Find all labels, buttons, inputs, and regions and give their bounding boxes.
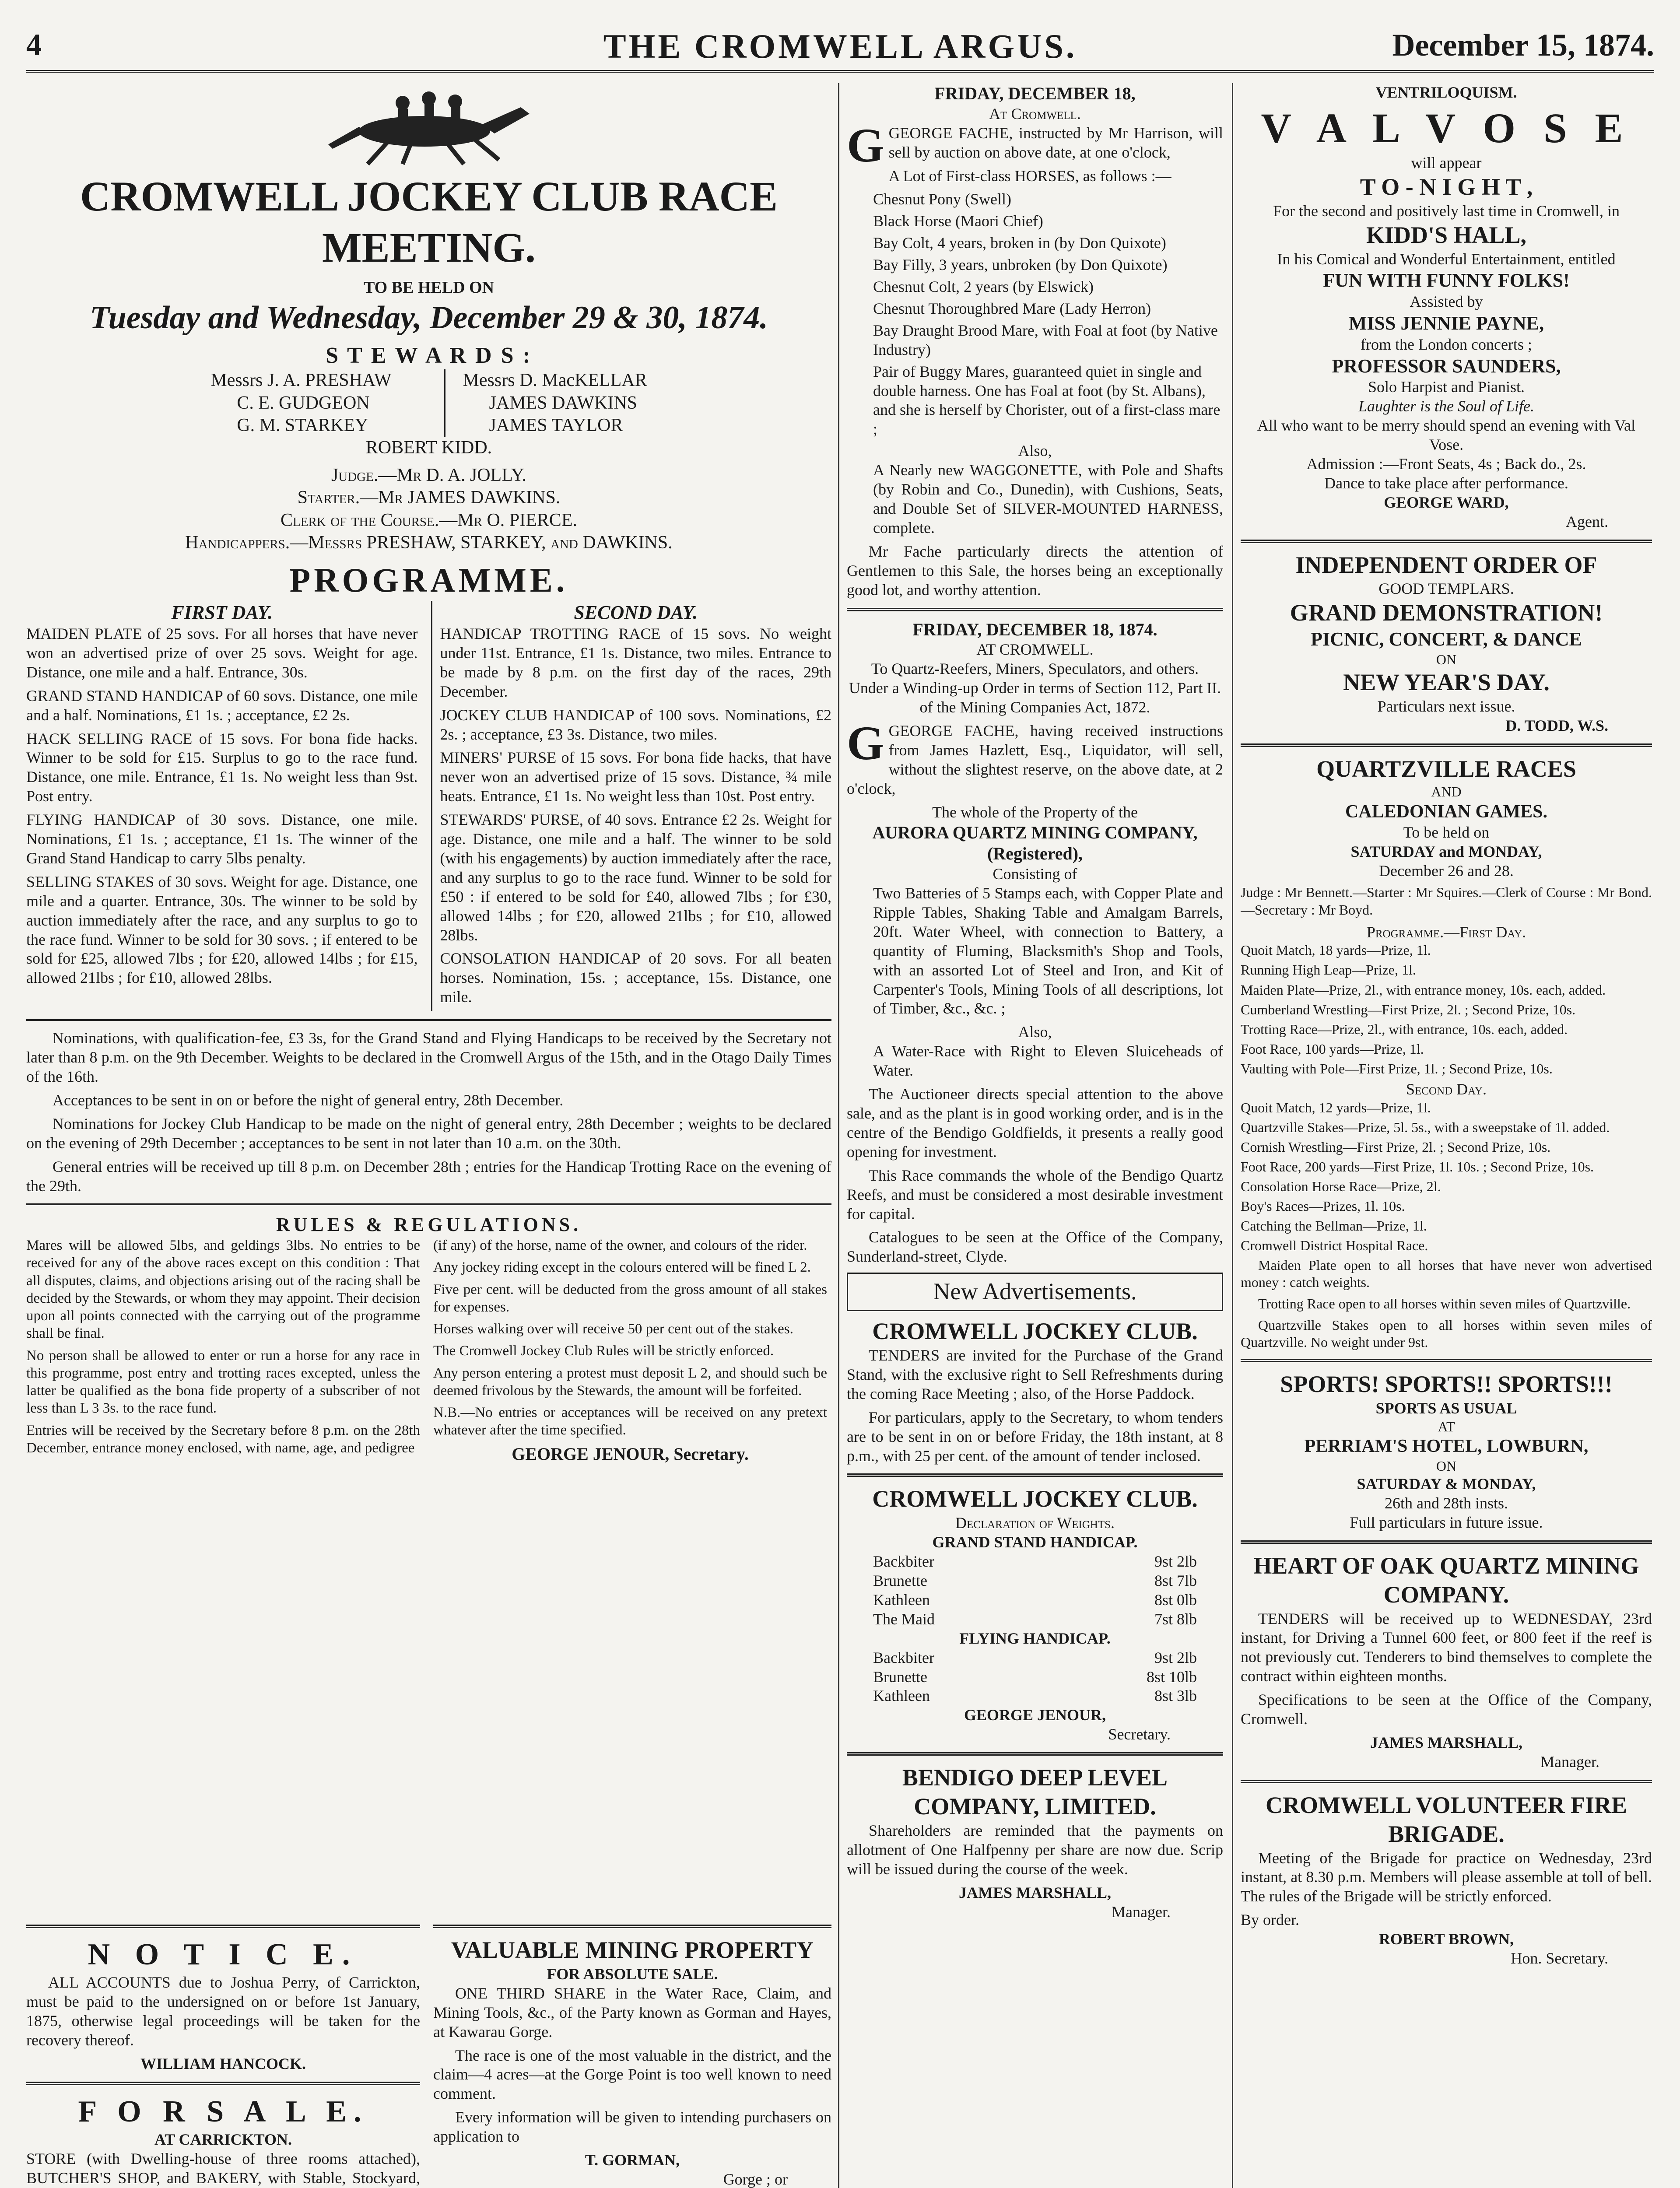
sale-body: GEORGE FACHE, having received instructions from James Hazlett, Esq., Liquidator, will sell, without the slightest reserve, on the above date, at 2 o'clock, [847,722,1223,797]
sale-date: FRIDAY, DECEMBER 18, [934,84,1136,103]
first-day-events [1241,942,1652,1077]
list-item: Cumberland Wrestling—First Prize, 2l. ; Second Prize, 10s. [1241,1001,1576,1017]
steward: JAMES TAYLOR [489,415,623,435]
plant-items: Two Batteries of 5 Stamps each, with Copper Plate and Ripple Tables, Shaking Table and Amalgam Barrels, 20ft. Water Wheel, with connection to Battery, a quantity of Fluming, Blacksmith's Shop and Tools, with an assorted Lot of Steel and Iron, and Kit of Carpenter's Tools, Mining Tools of all descriptions, lot of Timber, &c., &c. ; [873,884,1223,1017]
column-3: FRIDAY, DECEMBER 18, At Cromwell. GGEORGE FACHE, instructed by Mr Harrison, will sell by auction on above date, at one o'clock, A Lot of First-class HORSES, as follows :— Chesnut Pony (Swell) Black Horse (Maori Chief) Bay Colt, 4 years, broken in (by Don Quixote) Bay Filly, 3 years, unbroken (by Don Quixote) Chesnut Colt, 2 years (by Elswick) Chesnut Thoroughbred Mare (Lady Herron) Bay Draught Brood Mare, with Foal at foot (by Native Industry) Pair of Buggy Mares, guaranteed quiet in single and double harness. One has Foal at foot (by St. Albans), and she is herself by Chorister, out of a first-class mare ; Also, A Nearly new WAGGONETTE, with Pole and Shafts (by Robin and Co., Dunedin), with Cushions, Seats, and Double Set of SILVER-MOUNTED HARNESS, complete. Mr Fache particularly directs the attention of Gentlemen to this Sale, the horses being an exceptionally good lot, and worthy attention. FRIDAY, DECEMBER 18, 1874. AT CROMWELL. To Quartz-Reefers, Miners, Speculators, and others. Under a Winding-up Order in terms of Section 112, Part II. of the Mining Companies Act, 1872. GGEORGE FACHE, having received instructions from James Hazlett, Esq., Liquidator, will sell, without the slightest reserve, on the above date, at 2 o'clock, The whole of the Property of the AURORA QUARTZ MINING COMPANY, (Registered), Consisting of Two Batteries of 5 Stamps each, with Copper Plate and Ripple Tables, Shaking Table and Amalgam Barrels, 20ft. Water Wheel, with connection to Battery, a quantity of Fluming, Blacksmith's Shop and Tools, with an assorted Lot of Steel and Iron, and Kit of Carpenter's Tools, Mining Tools of all descriptions, lot of Timber, &c., &c. ; Also, A Water-Race with Right to Eleven Sluiceheads of Water. The Auctioneer directs special attention to the above sale, and as the plant is in good working order, and is in the centre of the Bendigo Goldfields, it presents a really good opening for investment. This Race commands the whole of the Bendigo Quartz Reefs, and must be considered a most desirable investment for capital. Catalogues to be seen at the Office of the Company, Sunderland-street, Clyde. New Advertisements. CROMWELL JOCKEY CLUB. TENDERS are invited for the Purchase of the Grand Stand, with the exclusive right to Sell Refreshments during the coming Race Meeting ; also, of the Horse Paddock. For particulars, apply to the Secretary, to whom tenders are to be sent in on or before Friday, the 18th instant, at 8 p.m., with 25 per cent. of the amount of tender inclosed. CROMWELL JOCKEY CLUB. Declaration of Weights. GRAND STAND HANDICAP. Backbiter 9st 2lb Brunette 8st 7lb Kathleen 8st 0lb The Maid 7st 8lb FLYING HANDICAP. Backbiter 9st 2lb Brunette 8st 10lb Kathleen 8st 3lb GEORGE JENOUR, Secretary. BENDIGO DEEP LEVEL COMPANY, LIMITED. Shareholders are reminded that the payments on allotment of One Halfpenny per share are now due. Scrip will be issued during the course of the week. JAMES MARSHALL, Manager. [847,83,1223,2188]
mining-body: Every information will be given to intending purchasers on application to [433,2108,831,2146]
sale-to: To Quartz-Reefers, Miners, Speculators, and others. [871,660,1199,678]
programme-columns [26,601,831,1011]
divider [847,1752,1223,1756]
second-day-events [1241,1099,1652,1254]
list-item: Cornish Wrestling—First Prize, 2l. ; Second Prize, 10s. [1241,1139,1551,1155]
nomination-note: Nominations for Jockey Club Handicap to be made on the night of general entry, 28th December ; weights to be declared on the evening of 29th December ; acceptances to be sent in not later than 10 a.m. on the 30th. [26,1115,831,1152]
table-row [873,1610,1197,1629]
templars-subtitle: GOOD TEMPLARS. [1378,580,1514,598]
sale-date: FRIDAY, DECEMBER 18, 1874. [912,619,1157,639]
sale-paragraph: Catalogues to be seen at the Office of the Company, Sunderland-street, Clyde. [847,1228,1223,1266]
divider [1241,1780,1652,1783]
weight-lb: 2lb [1176,1553,1197,1571]
jockey-club-section [26,83,831,2188]
sale-place: At Cromwell. [989,105,1081,123]
list-item: Consolation Horse Race—Prize, 2l. [1241,1178,1441,1194]
weight-lb: 2lb [1176,1648,1197,1666]
weight-st: 8st [1146,1668,1165,1686]
will-appear: will appear [1411,154,1482,172]
hotel-name: PERRIAM'S HOTEL, LOWBURN, [1304,1436,1589,1456]
flying-heading: FLYING HANDICAP. [959,1629,1111,1647]
notice-title: N O T I C E. [88,1938,359,1971]
company-name: AURORA QUARTZ MINING COMPANY, (Registered), [872,822,1198,864]
new-years-day: NEW YEAR'S DAY. [1343,669,1550,695]
heart-signature-title: Manager. [1540,1753,1599,1771]
weights-table [847,1552,1223,1629]
fire-brigade-body: Meeting of the Brigade for practice on Wednesday, 23rd instant, at 8.30 p.m. Members will please assemble at toll of bell. The rules of the Brigade will be strictly enforced. [1241,1849,1652,1905]
divider [1241,540,1652,543]
list-item: Cromwell District Hospital Race. [1241,1237,1428,1253]
column-4 [1241,83,1652,2188]
tonight: T O - N I G H T , [1360,173,1533,200]
programme-first-day: Programme.—First Day. [1366,923,1526,941]
race-entry: STEWARDS' PURSE, of 40 sovs. Entrance £2 2s. Weight for age. Distance, one mile and a half. The winner to be sold (with his engagements) by auction immediately after the race, and any surplus to go to the race fund. Winner to be sold for £50 : if entered to be sold for £40, allowed 7lbs ; for £30, allowed 14lbs ; for £20, allowed 21lbs ; for £10, allowed 28lbs. [440,811,831,944]
weight-lb: 3lb [1176,1687,1197,1705]
table-row [873,1687,1197,1706]
race-entry: MINERS' PURSE of 15 sovs. For bona fide hacks, that have never won an advertised prize of 15 sovs. Distance, ¾ mile heats. Entrance, £1 1s. No weight less than 10st. Post entry. [440,749,831,805]
jockey-club-title: CROMWELL JOCKEY CLUB RACE MEETING. [80,173,778,271]
divider [433,1925,831,1928]
contact-name: T. GORMAN, [585,2151,680,2169]
table-row [873,1591,1197,1610]
list-item: Maiden Plate—Prize, 2l., with entrance money, 10s. each, added. [1241,982,1606,998]
rules-columns [26,1237,831,1465]
fire-signature: ROBERT BROWN, [1378,1930,1514,1948]
heart-signature: JAMES MARSHALL, [1370,1733,1523,1751]
race-entry: SELLING STAKES of 30 sovs. Weight for age. Distance, one mile and a quarter. Entrance, 30s. The winner to be sold by auction immediately after the race, and any surplus to go to the race fund. Winner to be sold for 30 sovs. ; if entered to be sold for £25, allowed 7lbs ; for £20, allowed 14lbs ; for £15, allowed 21lbs ; for £10, allowed 28lbs. [26,873,418,987]
weight-lb: 10lb [1168,1668,1197,1686]
val-vose-name: V A L V O S E [1261,104,1632,151]
race-entry: JOCKEY CLUB HANDICAP of 100 sovs. Nominations, £2 2s. ; acceptance, £3 3s. Distance, two miles. [440,706,831,743]
for-sale-place: AT CARRICKTON. [154,2131,292,2149]
race-entry: HANDICAP TROTTING RACE of 15 sovs. No weight under 11st. Entrance, £1 1s. Distance, two miles. Entrance to be made by 8 p.m. on the first day of the races, 29th December. [440,624,831,700]
rule-text: Entries will be received by the Secretary before 8 p.m. on the 28th December, entrance money enclosed, with name, age, and pedigree [26,1422,420,1456]
list-item: Quoit Match, 18 yards—Prize, 1l. [1241,942,1431,958]
sale-paragraph: The Auctioneer directs special attention to the above sale, and as the plant is in good working order, and is in the centre of the Bendigo Goldfields, it presents a really good opening for investment. [847,1085,1223,1161]
sale-footer: Mr Fache particularly directs the attention of Gentlemen to this Sale, the horses being an exceptionally good lot, and worthy attention. [847,542,1223,599]
rule-text: Five per cent. will be deducted from the gross amount of all stakes for expenses. [433,1281,827,1315]
weight-lb: 8lb [1176,1610,1197,1628]
race-entry: MAIDEN PLATE of 25 sovs. For all horses that have never won an advertised prize of over 25 sovs. Weight for age. Distance, one mile and a half. Entrance, 30s. [26,624,418,681]
race-entry: GRAND STAND HANDICAP of 60 sovs. Distance, one mile and a half. Nominations, £1 1s. ; acceptance, £2 2s. [26,687,418,724]
secretary-signature: GEORGE JENOUR, Secretary. [512,1444,749,1464]
show-title: FUN WITH FUNNY FOLKS! [1323,270,1570,291]
programme-second-day: Second Day. [1406,1080,1487,1098]
templars-title: INDEPENDENT ORDER OF [1295,551,1597,578]
fire-signature-title: Hon. Secretary. [1511,1950,1608,1967]
divider [26,1203,831,1205]
list-item: Chesnut Pony (Swell) [873,190,1012,208]
grand-stand-heading: GRAND STAND HANDICAP. [932,1533,1138,1551]
weight-st: 8st [1154,1687,1173,1705]
tenders-body: TENDERS are invited for the Purchase of the Grand Stand, with the exclusive right to Sell Refreshments during the coming Race Meeting ; also, of the Horse Paddock. [847,1346,1223,1403]
bendigo-signature: JAMES MARSHALL, [958,1883,1112,1901]
sale-place: AT CROMWELL. [976,641,1094,659]
divider [26,1925,420,1928]
water-race-item: A Water-Race with Right to Eleven Sluiceheads of Water. [873,1042,1223,1080]
rule-text: (if any) of the horse, name of the owner, and colours of the rider. [433,1238,807,1254]
acceptance-note: Acceptances to be sent in on or before the night of general entry, 28th December. [53,1091,564,1109]
heart-of-oak-body: TENDERS will be received up to WEDNESDAY, 23rd instant, for Driving a Tunnel 600 feet, or 800 feet if the reef is not previously cut. Tenderers to bind themselves to complete the contract within eighteen months. [1241,1609,1652,1685]
column-rule [838,83,839,2188]
list-item: Vaulting with Pole—First Prize, 1l. ; Second Prize, 10s. [1241,1060,1553,1076]
notice-body: ALL ACCOUNTS due to Joshua Perry, of Carrickton, must be paid to the undersigned on or before 1st January, 1875, otherwise legal proceedings will be taken for the recovery thereof. [26,1974,420,2049]
officials [26,464,831,554]
column-2-lower [433,1917,831,2188]
newspaper-title: THE CROMWELL ARGUS. [603,27,1077,65]
column-rule [1232,83,1233,2188]
quartzville-note: Maiden Plate open to all horses that have never won advertised money : catch weights. [1241,1257,1652,1290]
masthead [26,13,1654,73]
weights-title: CROMWELL JOCKEY CLUB. [872,1486,1198,1512]
table-row [873,1648,1197,1668]
list-item: Running High Leap—Prize, 1l. [1241,962,1416,978]
sports-title: SPORTS! SPORTS!! SPORTS!!! [1280,1371,1613,1397]
horse-name: Kathleen [873,1687,930,1705]
programme-heading: PROGRAMME. [289,561,568,600]
list-item: Bay Colt, 4 years, broken in (by Don Quixote) [873,234,1166,252]
sports-particulars: Full particulars in future issue. [1350,1513,1543,1531]
at-label: AT [1438,1418,1455,1434]
sale-whole: The whole of the Property of the [932,803,1138,821]
caledonian-games: CALEDONIAN GAMES. [1345,801,1548,822]
race-days: SATURDAY and MONDAY, [1350,842,1542,860]
quartzville-note: Trotting Race open to all horses within seven miles of Quartzville. [1258,1295,1631,1311]
tenders-title: CROMWELL JOCKEY CLUB. [872,1318,1198,1345]
race-entry: HACK SELLING RACE of 15 sovs. For bona fide hacks. Winner to be sold for £15. Surplus to go to the race fund. Distance, one mile. Entrance, £1 1s. No weight less than 9st. Post entry. [26,729,418,805]
consisting-label: Consisting of [993,865,1077,883]
weights-signature: GEORGE JENOUR, [964,1706,1106,1724]
held-label: TO BE HELD ON [363,278,495,297]
sale-intro: GEORGE FACHE, instructed by Mr Harrison, will sell by auction on above date, at one o'clock, [888,124,1223,161]
divider [847,608,1223,611]
picnic-line: PICNIC, CONCERT, & DANCE [1311,628,1582,650]
weight-st: 9st [1154,1648,1173,1666]
assisted-by: Assisted by [1410,293,1483,311]
grand-demonstration: GRAND DEMONSTRATION! [1290,600,1603,626]
divider [1241,1540,1652,1544]
race-dates: December 26 and 28. [1379,862,1514,880]
list-item: Bay Filly, 3 years, unbroken (by Don Quixote) [873,256,1168,274]
horse-name: Kathleen [873,1591,930,1609]
steward: JAMES DAWKINS [489,393,638,413]
admission: Admission :—Front Seats, 4s ; Back do., 2s. [1306,455,1586,473]
official-judge: Judge.—Mr D. A. JOLLY. [331,465,527,486]
list-item: Quoit Match, 12 yards—Prize, 1l. [1241,1099,1431,1115]
steward: G. M. STARKEY [237,415,368,435]
dance-note: Dance to take place after performance. [1324,474,1568,492]
horse-name: The Maid [873,1610,935,1628]
weights-subtitle: Declaration of Weights. [955,1514,1115,1532]
list-item: Chesnut Thoroughbred Mare (Lady Herron) [873,299,1151,317]
sale-paragraph: This Race commands the whole of the Bendigo Quartz Reefs, and must be considered a most desirable investment for capital. [847,1166,1223,1223]
divider [1241,1359,1652,1362]
steward: Messrs J. A. PRESHAW [210,370,392,391]
vent-signature-title: Agent. [1566,512,1608,530]
fire-brigade-title: CROMWELL VOLUNTEER FIRE BRIGADE. [1265,1792,1627,1847]
list-item: Foot Race, 200 yards—First Prize, 1l. 10s. ; Second Prize, 10s. [1241,1158,1594,1175]
performer-name: MISS JENNIE PAYNE, [1348,312,1544,334]
contact-location: Gorge ; or [723,2170,788,2188]
mining-subtitle: FOR ABSOLUTE SALE. [547,1965,718,1983]
meeting-dates: Tuesday and Wednesday, December 29 & 30, 1874. [90,299,768,336]
vent-line: For the second and positively last time in Cromwell, in [1273,202,1620,220]
column-1-lower [26,1917,420,2188]
sports-usual: SPORTS AS USUAL [1375,1399,1517,1417]
vent-line: All who want to be merry should spend an evening with Val Vose. [1257,417,1636,454]
for-sale-title: F O R S A L E. [78,2094,368,2128]
rule-text: Horses walking over will receive 50 per cent out of the stakes. [433,1321,793,1337]
kidds-hall: KIDD'S HALL, [1366,221,1527,248]
horse-name: Backbiter [873,1648,934,1666]
sports-dates: 26th and 28th insts. [1384,1494,1508,1512]
waggonette-item: A Nearly new WAGGONETTE, with Pole and Shafts (by Robin and Co., Dunedin), with Cushions, Seats, and Double Set of SILVER-MOUNTED HARNESS, complete. [873,461,1223,536]
list-item: Bay Draught Brood Mare, with Foal at foot (by Native Industry) [873,321,1218,358]
rule-text: Any person entering a protest must deposit L 2, and should such be deemed frivolous by the Stewards, the amount will be forfeited. [433,1365,827,1399]
second-day-heading: SECOND DAY. [574,602,698,624]
first-day-heading: FIRST DAY. [171,602,273,624]
bendigo-body: Shareholders are reminded that the payments on allotment of One Halfpenny per share are now due. Scrip will be issued during the course of the week. [847,1821,1223,1878]
table-row [873,1571,1197,1591]
by-order: By order. [1241,1911,1299,1929]
divider [26,1019,831,1021]
list-item: Foot Race, 100 yards—Prize, 1l. [1241,1041,1424,1057]
weights-signature-title: Secretary. [1108,1725,1171,1743]
official-starter: Starter.—Mr JAMES DAWKINS. [297,487,561,508]
particulars-note: Particulars next issue. [1377,697,1515,715]
horse-name: Backbiter [873,1553,934,1571]
horse-name: Brunette [873,1668,927,1686]
vent-motto: Laughter is the Soul of Life. [1358,397,1534,415]
quartzville-officials: Judge : Mr Bennett.—Starter : Mr Squires.—Clerk of Course : Mr Bond.—Secretary : Mr Boyd. [1241,884,1652,918]
race-entry: CONSOLATION HANDICAP of 20 sovs. For all beaten horses. Nomination, 15s. ; acceptance, 15s. Distance, one mile. [440,950,831,1006]
templars-signature: D. TODD, W.S. [1505,716,1608,734]
steward: C. E. GUDGEON [237,393,370,413]
sports-days: SATURDAY & MONDAY, [1357,1475,1536,1493]
list-item: Catching the Bellman—Prize, 1l. [1241,1217,1427,1234]
weight-st: 8st [1154,1572,1173,1589]
new-advertisements-heading: New Advertisements. [847,1273,1223,1311]
sale-under: Under a Winding-up Order in terms of Section 112, Part II. of the Mining Companies Act, 1872. [849,679,1221,716]
performer-detail: Solo Harpist and Pianist. [1368,378,1525,396]
weight-lb: 7lb [1176,1572,1197,1589]
stewards-list [26,369,831,437]
heart-of-oak-body: Specifications to be seen at the Office of the Company, Cromwell. [1241,1691,1652,1728]
rule-text: Mares will be allowed 5lbs, and geldings 3lbs. No entries to be received for any of the above races except on this condition : That all disputes, claims, and objections arising out of the racing shall be decided by the Stewards, or whom they may appoint. Their decision upon all points connected with the carrying out of the programme shall be final. [26,1238,420,1342]
rules-heading: RULES & REGULATIONS. [276,1214,582,1236]
divider [26,2082,420,2085]
horse-list [847,190,1223,439]
weight-st: 9st [1154,1553,1173,1571]
on-label: ON [1436,1458,1457,1474]
quartzville-title: QUARTZVILLE RACES [1316,755,1576,782]
sale-lot: A Lot of First-class HORSES, as follows :— [888,167,1171,185]
weight-lb: 0lb [1176,1591,1197,1609]
quartzville-note: Quartzville Stakes open to all horses within seven miles of Quartzville. No weight under 9st. [1241,1317,1652,1350]
rule-text: Any jockey riding except in the colours entered will be fined L 2. [433,1259,811,1276]
rule-text: No person shall be allowed to enter or run a horse for any race in this programme, post entry and trotting races excepted, unless the latter be qualified as the bona fide property of a subscriber of not less than L 3 3s. to the race fund. [26,1347,420,1417]
vent-signature: GEORGE WARD, [1384,493,1509,511]
tenders-body: For particulars, apply to the Secretary, to whom tenders are to be sent in on or before Friday, the 18th instant, at 8 p.m., with 25 per cent. of the amount of tender inclosed. [847,1408,1223,1465]
horse-name: Brunette [873,1572,927,1589]
list-item: Pair of Buggy Mares, guaranteed quiet in single and double harness. One has Foal at foot (by St. Albans), and she is herself by Chorister, out of a first-class mare ; [873,362,1221,438]
list-item: Trotting Race—Prize, 2l., with entrance, 10s. each, added. [1241,1021,1568,1037]
list-item: Quartzville Stakes—Prize, 5l. 5s., with a sweepstake of 1l. added. [1241,1119,1610,1135]
divider [1241,743,1652,747]
weight-st: 7st [1154,1610,1173,1628]
list-item: Chesnut Colt, 2 years (by Elswick) [873,278,1094,296]
rule-text: The Cromwell Jockey Club Rules will be strictly enforced. [433,1343,774,1359]
notice-signature: WILLIAM HANCOCK. [140,2055,306,2073]
rule-text: N.B.—No entries or acceptances will be received on any pretext whatever after the time specified. [433,1405,827,1438]
vent-line: In his Comical and Wonderful Entertainment, entitled [1277,250,1616,268]
also-label: Also, [1018,442,1052,460]
second-day-column [431,601,832,1011]
weight-st: 8st [1154,1591,1173,1609]
entries-note: General entries will be received up till 8 p.m. on December 28th ; entries for the Handicap Trotting Race on the evening of the 29th. [26,1157,831,1195]
nomination-note: Nominations, with qualification-fee, £3 3s, for the Grand Stand and Flying Handicaps to be received by the Secretary not later than 8 p.m. on the 9th December. Weights to be declared in the Cromwell Argus of the 15th, and in the Otago Daily Times of the 16th. [26,1029,831,1086]
list-item: Black Horse (Maori Chief) [873,212,1043,230]
performer-name: PROFESSOR SAUNDERS, [1332,355,1561,377]
stewards-heading: S T E W A R D S : [326,343,532,368]
first-day-column [26,601,418,1011]
heart-of-oak-title: HEART OF OAK QUARTZ MINING COMPANY. [1253,1552,1639,1608]
official-handicappers: Handicappers.—Messrs PRESHAW, STARKEY, and DAWKINS. [185,532,673,553]
weights-table [847,1648,1223,1706]
issue-date: December 15, 1874. [1392,28,1654,63]
also-label: Also, [1018,1023,1052,1041]
for-sale-body: STORE (with Dwelling-house of three rooms attached), BUTCHER'S SHOP, and BAKERY, with Stable, Stockyard, [26,2150,420,2187]
steward: Messrs D. MacKELLAR [463,370,647,391]
steward: ROBERT KIDD. [365,437,492,458]
list-item: Boy's Races—Prizes, 1l. 10s. [1241,1198,1405,1214]
table-row [873,1668,1197,1687]
official-clerk: Clerk of the Course.—Mr O. PIERCE. [281,510,577,530]
divider [847,1473,1223,1477]
mining-body: ONE THIRD SHARE in the Water Race, Claim, and Mining Tools, &c., of the Party known as Gorman and Hayes, at Kawarau Gorge. [433,1984,831,2041]
race-entry: FLYING HANDICAP of 30 sovs. Distance, one mile. Nominations, £1 1s. ; acceptance, £1 1s. The winner of the Grand Stand Handicap to carry 5lbs penalty. [26,811,418,867]
bendigo-title: BENDIGO DEEP LEVEL COMPANY, LIMITED. [902,1764,1168,1820]
on-label: ON [1436,651,1457,667]
racehorse-illustration [315,83,543,166]
mining-title: VALUABLE MINING PROPERTY [451,1937,814,1963]
ventriloquism-heading: VENTRILOQUISM. [1375,84,1517,101]
table-row [873,1552,1197,1571]
mining-body: The race is one of the most valuable in the district, and the claim—4 acres—at the Gorge Point is too well known to need comment. [433,2046,831,2103]
page-number: 4 [26,28,42,62]
and-label: AND [1431,784,1462,800]
performer-detail: from the London concerts ; [1361,335,1532,353]
held-label: To be held on [1403,823,1490,841]
bendigo-signature-title: Manager. [1112,1903,1171,1921]
